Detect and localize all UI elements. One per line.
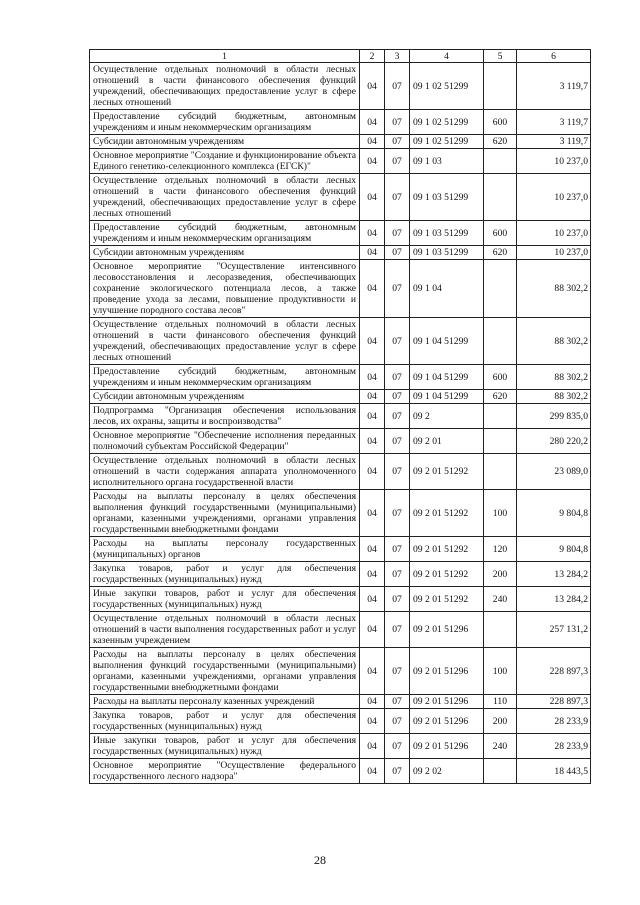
table-row (90, 135, 591, 149)
table-row (90, 63, 591, 110)
row-target-article: 09 2 01 51292 (410, 562, 484, 587)
row-subsection-code: 07 (385, 612, 410, 648)
page-number: 28 (314, 853, 326, 867)
table-row (90, 174, 591, 221)
row-amount: 228 897,3 (517, 648, 591, 695)
row-description: Расходы на выплаты персоналу в целях обеспечения выполнения функций государственными (муниципальными) органами, казенными учреждениями, органами управления государственными внебюджетными фондами (90, 490, 360, 537)
row-amount: 299 835,0 (517, 404, 591, 429)
row-amount: 18 443,5 (517, 759, 591, 784)
row-subsection-code: 07 (385, 63, 410, 110)
row-amount: 88 302,2 (517, 318, 591, 365)
table-row (90, 612, 591, 648)
row-amount: 3 119,7 (517, 135, 591, 149)
row-description: Подпрограмма "Организация обеспечения использования лесов, их охраны, защиты и воспроизводства" (90, 404, 360, 429)
row-expense-type: 110 (484, 695, 517, 709)
row-description: Субсидии автономным учреждениям (90, 390, 360, 404)
row-amount: 10 237,0 (517, 149, 591, 174)
row-description: Расходы на выплаты персоналу государственных (муниципальных) органов (90, 537, 360, 562)
row-subsection-code: 07 (385, 490, 410, 537)
row-subsection-code: 07 (385, 537, 410, 562)
row-expense-type (484, 63, 517, 110)
row-section-code: 04 (360, 734, 385, 759)
row-description: Осуществление отдельных полномочий в области лесных отношений в части финансового обеспечения функций учреждений, обеспечивающих предоставление услуг в сфере лесных отношений (90, 63, 360, 110)
row-amount: 257 131,2 (517, 612, 591, 648)
row-description: Осуществление отдельных полномочий в области лесных отношений в части финансового обеспечения функций учреждений, обеспечивающих предоставление услуг в сфере лесных отношений (90, 174, 360, 221)
row-amount: 10 237,0 (517, 174, 591, 221)
row-description: Закупка товаров, работ и услуг для обеспечения государственных (муниципальных) нужд (90, 709, 360, 734)
row-subsection-code: 07 (385, 648, 410, 695)
row-amount: 88 302,2 (517, 260, 591, 318)
row-expense-type: 600 (484, 221, 517, 246)
row-section-code: 04 (360, 709, 385, 734)
row-section-code: 04 (360, 149, 385, 174)
row-amount: 10 237,0 (517, 246, 591, 260)
row-amount: 9 804,8 (517, 490, 591, 537)
row-section-code: 04 (360, 318, 385, 365)
row-target-article: 09 2 01 51292 (410, 587, 484, 612)
row-section-code: 04 (360, 454, 385, 490)
row-subsection-code: 07 (385, 221, 410, 246)
table-row (90, 709, 591, 734)
row-target-article: 09 1 02 51299 (410, 63, 484, 110)
row-section-code: 04 (360, 562, 385, 587)
row-description: Предоставление субсидий бюджетным, автономным учреждениям и иным некоммерческим организациям (90, 110, 360, 135)
row-section-code: 04 (360, 612, 385, 648)
row-amount: 28 233,9 (517, 709, 591, 734)
row-amount: 228 897,3 (517, 695, 591, 709)
row-target-article: 09 1 03 51299 (410, 221, 484, 246)
row-subsection-code: 07 (385, 562, 410, 587)
table-body (90, 63, 591, 784)
row-subsection-code: 07 (385, 174, 410, 221)
row-description: Иные закупки товаров, работ и услуг для обеспечения государственных (муниципальных) нужд (90, 734, 360, 759)
table-row (90, 734, 591, 759)
row-description: Расходы на выплаты персоналу в целях обеспечения выполнения функций государственными (муниципальными) органами, казенными учреждениями, органами управления государственными внебюджетными фондами (90, 648, 360, 695)
row-section-code: 04 (360, 695, 385, 709)
table-row (90, 587, 591, 612)
row-target-article: 09 1 04 51299 (410, 390, 484, 404)
row-section-code: 04 (360, 63, 385, 110)
table-row (90, 110, 591, 135)
table-row (90, 318, 591, 365)
table-row (90, 365, 591, 390)
row-amount: 3 119,7 (517, 63, 591, 110)
row-target-article: 09 1 03 51299 (410, 174, 484, 221)
row-section-code: 04 (360, 110, 385, 135)
row-section-code: 04 (360, 537, 385, 562)
row-target-article: 09 2 01 51292 (410, 454, 484, 490)
row-description: Субсидии автономным учреждениям (90, 135, 360, 149)
row-section-code: 04 (360, 246, 385, 260)
row-subsection-code: 07 (385, 246, 410, 260)
row-section-code: 04 (360, 759, 385, 784)
row-subsection-code: 07 (385, 695, 410, 709)
row-section-code: 04 (360, 174, 385, 221)
row-description: Расходы на выплаты персоналу казенных учреждений (90, 695, 360, 709)
row-expense-type: 200 (484, 709, 517, 734)
row-amount: 88 302,2 (517, 365, 591, 390)
row-expense-type: 620 (484, 135, 517, 149)
header-col-2: 2 (360, 50, 385, 63)
row-section-code: 04 (360, 587, 385, 612)
row-section-code: 04 (360, 221, 385, 246)
row-target-article: 09 2 01 51296 (410, 734, 484, 759)
row-amount: 23 089,0 (517, 454, 591, 490)
row-expense-type: 600 (484, 365, 517, 390)
row-description: Осуществление отдельных полномочий в области лесных отношений в части выполнения государственных работ и услуг казенным учреждением (90, 612, 360, 648)
row-expense-type (484, 429, 517, 454)
row-subsection-code: 07 (385, 260, 410, 318)
row-subsection-code: 07 (385, 149, 410, 174)
header-col-5: 5 (484, 50, 517, 63)
row-description: Предоставление субсидий бюджетным, автономным учреждениям и иным некоммерческим организациям (90, 221, 360, 246)
row-section-code: 04 (360, 429, 385, 454)
row-target-article: 09 2 (410, 404, 484, 429)
row-target-article: 09 1 03 (410, 149, 484, 174)
table-row (90, 260, 591, 318)
row-section-code: 04 (360, 648, 385, 695)
table-row (90, 759, 591, 784)
row-subsection-code: 07 (385, 734, 410, 759)
row-expense-type (484, 612, 517, 648)
table-row (90, 454, 591, 490)
row-expense-type: 100 (484, 490, 517, 537)
row-amount: 13 284,2 (517, 587, 591, 612)
row-section-code: 04 (360, 490, 385, 537)
table-row (90, 648, 591, 695)
row-amount: 88 302,2 (517, 390, 591, 404)
row-expense-type: 620 (484, 390, 517, 404)
table-header-row (90, 50, 591, 63)
row-description: Закупка товаров, работ и услуг для обеспечения государственных (муниципальных) нужд (90, 562, 360, 587)
row-description: Предоставление субсидий бюджетным, автономным учреждениям и иным некоммерческим организациям (90, 365, 360, 390)
header-col-6: 6 (517, 50, 591, 63)
header-col-1: 1 (90, 50, 360, 63)
table-row (90, 390, 591, 404)
row-description: Основное мероприятие "Осуществление интенсивного лесовосстановления и лесоразведения, обеспечивающих сохранение экологического потенциала лесов, а также проведение ухода за лесами, повышение продуктивности и улучшение породного состава лесов" (90, 260, 360, 318)
row-description: Основное мероприятие "Осуществление федерального государственного лесного надзора" (90, 759, 360, 784)
row-subsection-code: 07 (385, 587, 410, 612)
table-row (90, 149, 591, 174)
row-target-article: 09 1 04 51299 (410, 318, 484, 365)
row-description: Иные закупки товаров, работ и услуг для обеспечения государственных (муниципальных) нужд (90, 587, 360, 612)
row-description: Основное мероприятие "Создание и функционирование объекта Единого генетико-селекционного комплекса (ЕГСК)" (90, 149, 360, 174)
table-row (90, 404, 591, 429)
row-expense-type: 600 (484, 110, 517, 135)
row-expense-type (484, 454, 517, 490)
budget-table-container (89, 49, 590, 784)
row-description: Осуществление отдельных полномочий в области лесных отношений в части содержания аппарата уполномоченного исполнительного органа государственной власти (90, 454, 360, 490)
row-target-article: 09 1 02 51299 (410, 135, 484, 149)
row-description: Осуществление отдельных полномочий в области лесных отношений в части финансового обеспечения функций учреждений, обеспечивающих предоставление услуг в сфере лесных отношений (90, 318, 360, 365)
row-target-article: 09 1 02 51299 (410, 110, 484, 135)
row-expense-type: 240 (484, 734, 517, 759)
row-expense-type: 240 (484, 587, 517, 612)
table-row (90, 246, 591, 260)
table-row (90, 221, 591, 246)
row-subsection-code: 07 (385, 365, 410, 390)
row-subsection-code: 07 (385, 110, 410, 135)
row-expense-type (484, 260, 517, 318)
row-target-article: 09 1 03 51299 (410, 246, 484, 260)
row-expense-type: 620 (484, 246, 517, 260)
row-target-article: 09 2 01 (410, 429, 484, 454)
row-subsection-code: 07 (385, 404, 410, 429)
row-expense-type: 120 (484, 537, 517, 562)
header-col-3: 3 (385, 50, 410, 63)
header-col-4: 4 (410, 50, 484, 63)
row-target-article: 09 1 04 (410, 260, 484, 318)
row-expense-type (484, 318, 517, 365)
row-target-article: 09 2 01 51296 (410, 709, 484, 734)
row-expense-type (484, 404, 517, 429)
row-amount: 280 220,2 (517, 429, 591, 454)
row-expense-type: 200 (484, 562, 517, 587)
row-subsection-code: 07 (385, 759, 410, 784)
table-row (90, 562, 591, 587)
budget-table (89, 49, 591, 784)
table-row (90, 695, 591, 709)
row-expense-type: 100 (484, 648, 517, 695)
row-subsection-code: 07 (385, 454, 410, 490)
row-section-code: 04 (360, 135, 385, 149)
row-section-code: 04 (360, 260, 385, 318)
row-subsection-code: 07 (385, 429, 410, 454)
row-amount: 10 237,0 (517, 221, 591, 246)
row-description: Субсидии автономным учреждениям (90, 246, 360, 260)
row-expense-type (484, 759, 517, 784)
table-row (90, 537, 591, 562)
row-target-article: 09 2 01 51296 (410, 695, 484, 709)
row-section-code: 04 (360, 390, 385, 404)
row-subsection-code: 07 (385, 135, 410, 149)
row-subsection-code: 07 (385, 709, 410, 734)
row-amount: 13 284,2 (517, 562, 591, 587)
row-target-article: 09 2 01 51296 (410, 648, 484, 695)
row-amount: 9 804,8 (517, 537, 591, 562)
row-section-code: 04 (360, 404, 385, 429)
row-target-article: 09 2 01 51292 (410, 490, 484, 537)
row-subsection-code: 07 (385, 390, 410, 404)
table-row (90, 490, 591, 537)
row-target-article: 09 2 01 51292 (410, 537, 484, 562)
row-expense-type (484, 174, 517, 221)
row-amount: 28 233,9 (517, 734, 591, 759)
row-subsection-code: 07 (385, 318, 410, 365)
row-section-code: 04 (360, 365, 385, 390)
row-description: Основное мероприятие "Обеспечение исполнения переданных полномочий субъектам Российской Федерации" (90, 429, 360, 454)
table-row (90, 429, 591, 454)
row-expense-type (484, 149, 517, 174)
row-target-article: 09 1 04 51299 (410, 365, 484, 390)
row-target-article: 09 2 02 (410, 759, 484, 784)
row-amount: 3 119,7 (517, 110, 591, 135)
row-target-article: 09 2 01 51296 (410, 612, 484, 648)
